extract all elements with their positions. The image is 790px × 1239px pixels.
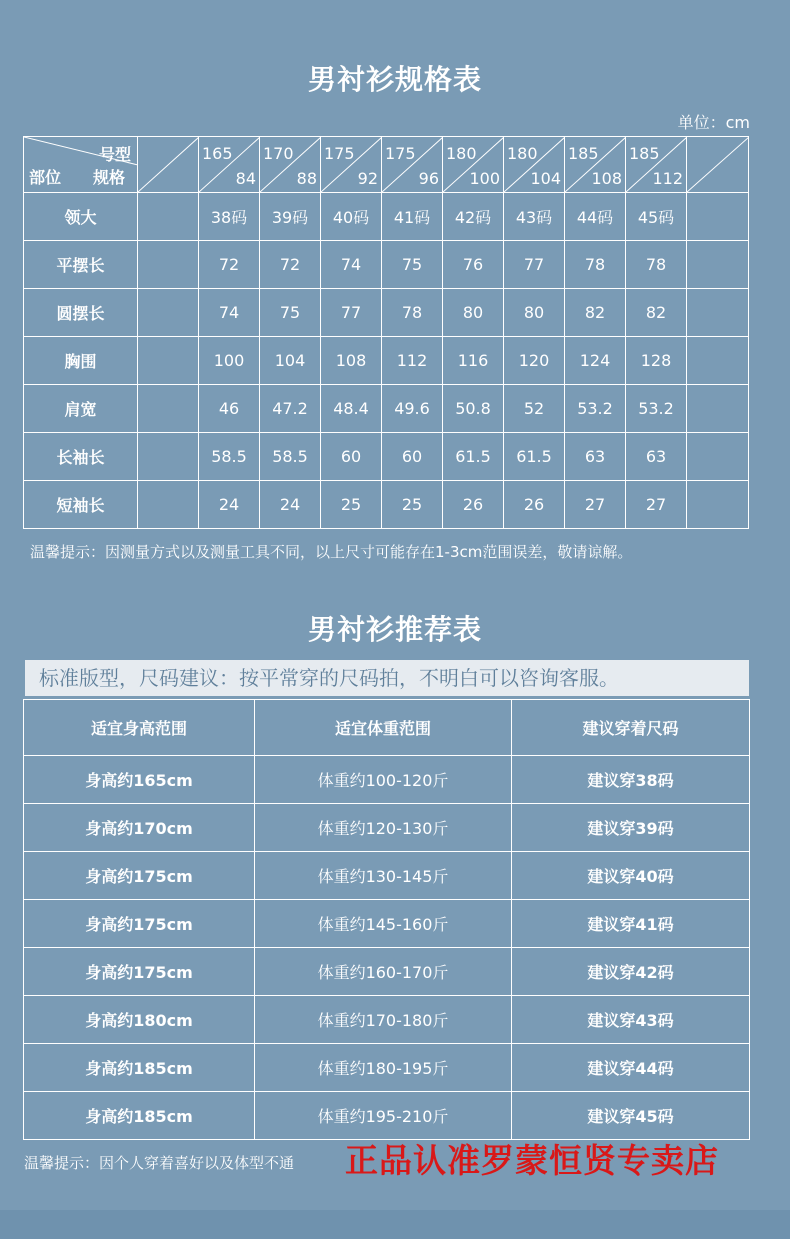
spec-empty-cell xyxy=(687,289,749,337)
spec-row-label: 圆摆长 xyxy=(24,289,138,337)
spec-row-label: 长袖长 xyxy=(24,433,138,481)
spec-value-cell: 75 xyxy=(382,241,443,289)
rec-weight-cell: 体重约130-145斤 xyxy=(255,852,512,900)
rec-height-cell: 身高约165cm xyxy=(24,756,255,804)
spec-value-cell: 52 xyxy=(504,385,565,433)
spec-row xyxy=(24,289,749,337)
spec-row-label: 短袖长 xyxy=(24,481,138,529)
spec-value-cell: 128 xyxy=(626,337,687,385)
rec-weight-cell: 体重约100-120斤 xyxy=(255,756,512,804)
size-height: 175 xyxy=(385,144,416,163)
spec-empty-cell xyxy=(138,241,199,289)
size-height: 175 xyxy=(324,144,355,163)
spec-value-cell: 24 xyxy=(260,481,321,529)
spec-tip: 温馨提示：因测量方式以及测量工具不同，以上尺寸可能存在1-3cm范围误差，敬请谅解。 xyxy=(30,543,633,561)
spec-value-cell: 72 xyxy=(199,241,260,289)
rec-weight-cell: 体重约120-130斤 xyxy=(255,804,512,852)
rec-row xyxy=(24,1044,750,1092)
spec-value-cell: 41码 xyxy=(382,193,443,241)
rec-size-cell: 建议穿44码 xyxy=(512,1044,750,1092)
spec-row xyxy=(24,193,749,241)
rec-size-cell: 建议穿41码 xyxy=(512,900,750,948)
size-height: 180 xyxy=(507,144,538,163)
spec-value-cell: 80 xyxy=(443,289,504,337)
store-watermark: 正品认准罗蒙恒贤专卖店 xyxy=(345,1141,719,1180)
unit-label: 单位：cm xyxy=(677,113,750,132)
spec-value-cell: 61.5 xyxy=(504,433,565,481)
spec-value-cell: 116 xyxy=(443,337,504,385)
spec-value-cell: 74 xyxy=(199,289,260,337)
spec-value-cell: 82 xyxy=(565,289,626,337)
rec-height-cell: 身高约170cm xyxy=(24,804,255,852)
size-header-cell xyxy=(382,137,443,193)
rec-row xyxy=(24,996,750,1044)
spec-value-cell: 77 xyxy=(321,289,382,337)
spec-table-title: 男衬衫规格表 xyxy=(307,63,482,96)
size-header-cell xyxy=(321,137,382,193)
spec-value-cell: 38码 xyxy=(199,193,260,241)
spec-value-cell: 58.5 xyxy=(199,433,260,481)
spec-value-cell: 77 xyxy=(504,241,565,289)
rec-weight-cell: 体重约170-180斤 xyxy=(255,996,512,1044)
rec-header-size: 建议穿着尺码 xyxy=(512,700,750,756)
size-height: 170 xyxy=(263,144,294,163)
bottom-strip xyxy=(0,1210,790,1239)
spec-value-cell: 124 xyxy=(565,337,626,385)
spec-value-cell: 104 xyxy=(260,337,321,385)
spec-value-cell: 58.5 xyxy=(260,433,321,481)
spec-empty-cell xyxy=(687,193,749,241)
spec-value-cell: 74 xyxy=(321,241,382,289)
spec-value-cell: 80 xyxy=(504,289,565,337)
spec-row-label: 肩宽 xyxy=(24,385,138,433)
spec-row xyxy=(24,433,749,481)
spec-empty-cell xyxy=(687,385,749,433)
rec-row xyxy=(24,900,750,948)
recommend-banner: 标准版型，尺码建议：按平常穿的尺码拍，不明白可以咨询客服。 xyxy=(25,660,749,696)
spec-empty-cell xyxy=(138,193,199,241)
spec-empty-cell xyxy=(138,481,199,529)
spec-value-cell: 53.2 xyxy=(626,385,687,433)
size-header-cell xyxy=(260,137,321,193)
size-chest: 84 xyxy=(235,169,256,188)
spec-value-cell: 60 xyxy=(382,433,443,481)
corner-part-label: 部位 xyxy=(29,168,62,187)
spec-value-cell: 63 xyxy=(626,433,687,481)
rec-weight-cell: 体重约145-160斤 xyxy=(255,900,512,948)
spec-table xyxy=(23,136,749,529)
spec-value-cell: 26 xyxy=(443,481,504,529)
rec-height-cell: 身高约185cm xyxy=(24,1044,255,1092)
spec-empty-cell xyxy=(138,385,199,433)
size-chest: 88 xyxy=(296,169,317,188)
rec-weight-cell: 体重约180-195斤 xyxy=(255,1044,512,1092)
spec-corner-cell xyxy=(24,137,138,193)
spec-value-cell: 24 xyxy=(199,481,260,529)
spec-value-cell: 27 xyxy=(565,481,626,529)
spec-value-cell: 82 xyxy=(626,289,687,337)
spec-value-cell: 78 xyxy=(626,241,687,289)
spec-value-cell: 72 xyxy=(260,241,321,289)
spec-row xyxy=(24,337,749,385)
spec-value-cell: 26 xyxy=(504,481,565,529)
rec-row xyxy=(24,756,750,804)
size-height: 165 xyxy=(202,144,233,163)
spec-empty-cell xyxy=(687,433,749,481)
rec-row xyxy=(24,948,750,996)
size-chest: 96 xyxy=(418,169,439,188)
size-chest: 100 xyxy=(469,169,500,188)
spec-value-cell: 40码 xyxy=(321,193,382,241)
spec-value-cell: 47.2 xyxy=(260,385,321,433)
rec-size-cell: 建议穿42码 xyxy=(512,948,750,996)
rec-header-weight: 适宜体重范围 xyxy=(255,700,512,756)
spec-empty-cell xyxy=(687,241,749,289)
rec-row xyxy=(24,1092,750,1140)
spec-value-cell: 50.8 xyxy=(443,385,504,433)
size-height: 180 xyxy=(446,144,477,163)
rec-tip: 温馨提示：因个人穿着喜好以及体型不通 xyxy=(24,1154,295,1172)
rec-height-cell: 身高约185cm xyxy=(24,1092,255,1140)
rec-height-cell: 身高约175cm xyxy=(24,948,255,996)
spec-value-cell: 120 xyxy=(504,337,565,385)
corner-spec-label: 规格 xyxy=(92,168,125,187)
spec-value-cell: 61.5 xyxy=(443,433,504,481)
empty-diag-cell xyxy=(687,137,749,193)
spec-empty-cell xyxy=(138,433,199,481)
size-height: 185 xyxy=(629,144,660,163)
rec-weight-cell: 体重约160-170斤 xyxy=(255,948,512,996)
size-header-cell xyxy=(443,137,504,193)
size-header-cell xyxy=(626,137,687,193)
size-height: 185 xyxy=(568,144,599,163)
rec-row xyxy=(24,852,750,900)
rec-size-cell: 建议穿45码 xyxy=(512,1092,750,1140)
spec-value-cell: 78 xyxy=(565,241,626,289)
size-chest: 104 xyxy=(530,169,561,188)
rec-header-row xyxy=(24,700,750,756)
spec-value-cell: 108 xyxy=(321,337,382,385)
spec-value-cell: 27 xyxy=(626,481,687,529)
spec-row xyxy=(24,241,749,289)
spec-value-cell: 25 xyxy=(321,481,382,529)
spec-empty-cell xyxy=(138,289,199,337)
rec-table-title: 男衬衫推荐表 xyxy=(307,613,482,646)
spec-value-cell: 100 xyxy=(199,337,260,385)
rec-height-cell: 身高约175cm xyxy=(24,900,255,948)
spec-empty-cell xyxy=(687,481,749,529)
spec-row-label: 胸围 xyxy=(24,337,138,385)
spec-empty-cell xyxy=(687,337,749,385)
spec-value-cell: 53.2 xyxy=(565,385,626,433)
size-header-cell xyxy=(199,137,260,193)
size-chest: 112 xyxy=(652,169,683,188)
rec-height-cell: 身高约175cm xyxy=(24,852,255,900)
size-chest: 108 xyxy=(591,169,622,188)
spec-value-cell: 78 xyxy=(382,289,443,337)
rec-row xyxy=(24,804,750,852)
spec-row xyxy=(24,481,749,529)
spec-value-cell: 60 xyxy=(321,433,382,481)
spec-value-cell: 112 xyxy=(382,337,443,385)
spec-row xyxy=(24,385,749,433)
rec-size-cell: 建议穿38码 xyxy=(512,756,750,804)
recommend-table xyxy=(23,699,750,1140)
spec-value-cell: 75 xyxy=(260,289,321,337)
spec-value-cell: 39码 xyxy=(260,193,321,241)
spec-row-label: 平摆长 xyxy=(24,241,138,289)
spec-empty-cell xyxy=(138,337,199,385)
spec-value-cell: 46 xyxy=(199,385,260,433)
rec-size-cell: 建议穿43码 xyxy=(512,996,750,1044)
spec-value-cell: 76 xyxy=(443,241,504,289)
spec-value-cell: 49.6 xyxy=(382,385,443,433)
spec-row-label: 领大 xyxy=(24,193,138,241)
rec-height-cell: 身高约180cm xyxy=(24,996,255,1044)
spec-value-cell: 42码 xyxy=(443,193,504,241)
rec-size-cell: 建议穿39码 xyxy=(512,804,750,852)
spec-value-cell: 48.4 xyxy=(321,385,382,433)
spec-value-cell: 63 xyxy=(565,433,626,481)
spec-value-cell: 25 xyxy=(382,481,443,529)
rec-header-height: 适宜身高范围 xyxy=(24,700,255,756)
rec-size-cell: 建议穿40码 xyxy=(512,852,750,900)
spec-value-cell: 43码 xyxy=(504,193,565,241)
size-chest: 92 xyxy=(357,169,378,188)
size-header-cell xyxy=(565,137,626,193)
spec-value-cell: 44码 xyxy=(565,193,626,241)
spec-value-cell: 45码 xyxy=(626,193,687,241)
rec-weight-cell: 体重约195-210斤 xyxy=(255,1092,512,1140)
size-header-cell xyxy=(504,137,565,193)
spec-header-row xyxy=(24,137,749,193)
empty-diag-cell xyxy=(138,137,199,193)
corner-size-label: 号型 xyxy=(98,145,131,164)
